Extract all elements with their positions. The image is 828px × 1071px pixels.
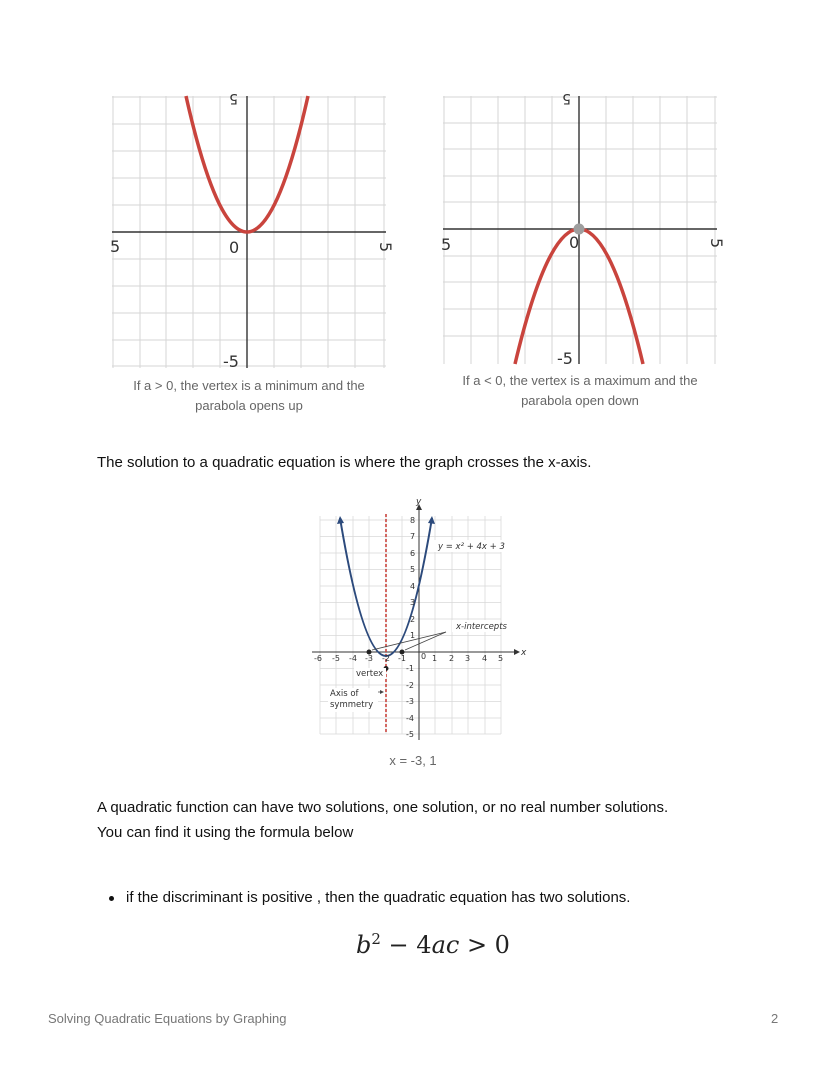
svg-text:-4: -4 (349, 654, 357, 663)
formula-exponent: 2 (371, 930, 381, 948)
paragraph-line: A quadratic function can have two solutions, one solution, or no real number solutions. (97, 799, 669, 816)
footer-title: Solving Quadratic Equations by Graphing (48, 1011, 287, 1026)
caption-opens-up (112, 376, 386, 416)
tick-label-top: 5 (229, 90, 238, 106)
paragraph-solutions-count (97, 795, 668, 845)
svg-text:5: 5 (498, 654, 504, 663)
svg-text:7: 7 (410, 532, 416, 541)
caption-opens-down (443, 371, 717, 411)
graph-x-intercepts (306, 494, 526, 744)
graph-parabola-opens-up (110, 90, 395, 371)
svg-text:5: 5 (410, 565, 416, 574)
formula-ac: ac (431, 931, 460, 959)
x-tick-labels (314, 652, 503, 663)
graph-parabola-opens-down (441, 90, 726, 368)
formula-b: b (356, 931, 372, 959)
caption-line: If a < 0, the vertex is a maximum and the (462, 373, 698, 388)
svg-text:-4: -4 (406, 714, 414, 723)
svg-text:-2: -2 (406, 681, 414, 690)
symmetry-pointer-arrow (380, 690, 384, 694)
tick-label-left: 5 (110, 237, 121, 256)
tick-label-right: 5 (707, 238, 726, 249)
paragraph-solution: The solution to a quadratic equation is where the graph crosses the x-axis. (97, 454, 592, 471)
tick-label-bottom: -5 (223, 352, 239, 371)
svg-text:-1: -1 (398, 654, 406, 663)
svg-text:-6: -6 (314, 654, 322, 663)
tick-label-right: 5 (376, 242, 395, 253)
svg-text:-5: -5 (332, 654, 340, 663)
svg-text:1: 1 (432, 654, 438, 663)
equation-label: y = x² + 4x + 3 (438, 542, 505, 552)
origin-label: 0 (229, 238, 240, 257)
formula-minus: − 4 (380, 931, 432, 959)
paragraph-line: You can find it using the formula below (97, 824, 354, 841)
svg-text:6: 6 (410, 549, 416, 558)
x-axis-arrow (514, 649, 520, 655)
svg-text:-3: -3 (406, 697, 414, 706)
tick-label-bottom: -5 (557, 349, 573, 368)
svg-text:8: 8 (410, 516, 416, 525)
axis-label-y: y (416, 497, 422, 507)
caption-line: parabola opens up (195, 398, 303, 413)
x-intercepts-label: x-intercepts (456, 622, 507, 632)
vertex-label: vertex (356, 669, 384, 679)
svg-text:4: 4 (482, 654, 488, 663)
caption-x-intercepts: x = -3, 1 (389, 753, 437, 768)
svg-text:-3: -3 (365, 654, 373, 663)
origin-label: 0 (569, 233, 580, 252)
svg-text:2: 2 (449, 654, 455, 663)
svg-text:-5: -5 (406, 730, 414, 739)
axis-of-symmetry-label: Axis of (330, 689, 359, 699)
caption-line: If a > 0, the vertex is a minimum and the (133, 378, 365, 393)
svg-text:4: 4 (410, 582, 416, 591)
formula-comparison: > 0 (459, 931, 510, 959)
svg-text:-2: -2 (382, 654, 390, 663)
svg-text:0: 0 (421, 652, 427, 661)
discriminant-formula (356, 930, 510, 959)
svg-text:2: 2 (410, 615, 416, 624)
svg-text:-1: -1 (406, 664, 414, 673)
svg-text:3: 3 (465, 654, 471, 663)
bullet-discriminant-positive: if the discriminant is positive , then the quadratic equation has two solutions. (126, 889, 631, 906)
page-number: 2 (771, 1011, 779, 1026)
tick-label-top: 5 (562, 90, 571, 106)
bullet-marker (109, 896, 114, 901)
svg-text:3: 3 (410, 598, 416, 607)
svg-text:1: 1 (410, 631, 416, 640)
tick-label-left: 5 (441, 235, 452, 254)
caption-line: parabola open down (521, 393, 639, 408)
axis-label-x: x (521, 648, 527, 658)
axis-of-symmetry-label: symmetry (330, 700, 374, 710)
